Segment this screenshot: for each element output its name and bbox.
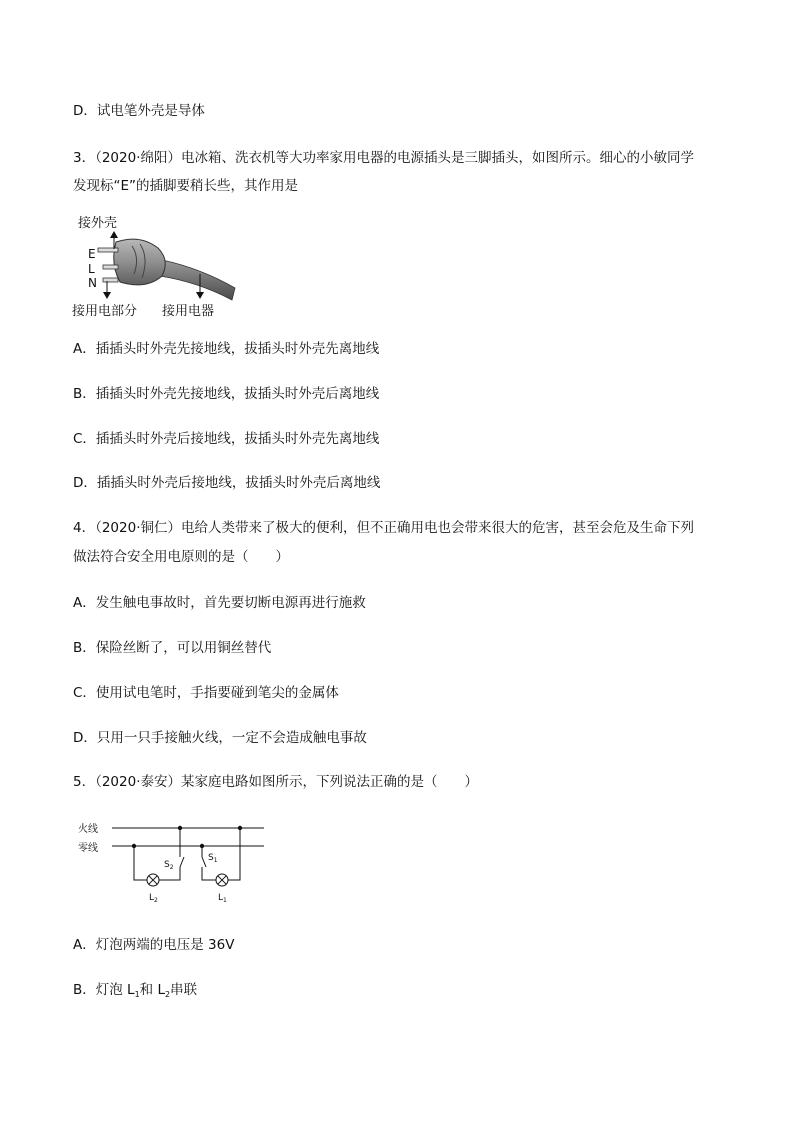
plug-figure <box>70 208 250 320</box>
q5-stem: 5．（2020·泰安）某家庭电路如图所示，下列说法正确的是（ ） <box>73 774 478 790</box>
q5-option-b: B．灯泡 $L_1$和 $L_2$串联 <box>73 982 198 999</box>
label-connect-shell: 接外壳 <box>78 216 118 231</box>
q4-option-a: A．发生触电事故时，首先要切断电源再进行施救 <box>73 595 366 611</box>
pin-e <box>98 248 118 252</box>
q3-option-b: B．插插头时外壳先接地线，拔插头时外壳后离地线 <box>73 386 380 402</box>
label-connect-appliance-part: 接用电部分 <box>72 304 138 319</box>
q2-option-d: D．试电笔外壳是导体 <box>73 103 205 119</box>
lamp-l2 <box>147 874 159 886</box>
pin-l <box>103 265 118 269</box>
label-l1: $L_1$ <box>218 893 227 904</box>
label-s1: $S_1$ <box>208 853 218 864</box>
circuit-figure <box>76 818 271 908</box>
pin-l-label: L <box>88 262 95 276</box>
label-s2: $S_2$ <box>164 860 174 871</box>
q3-stem-line1: 3．（2020·绵阳）电冰箱、洗衣机等大功率家用电器的电源插头是三脚插头，如图所示。细心的小敏同学 <box>73 150 694 166</box>
pin-n-label: N <box>88 276 97 290</box>
q4-stem-line2: 做法符合安全用电原则的是（ ） <box>73 549 289 565</box>
q4-option-c: C．使用试电笔时，手指要碰到笔尖的金属体 <box>73 685 339 701</box>
q4-option-b: B．保险丝断了，可以用铜丝替代 <box>73 640 272 656</box>
q4-stem-line1: 4．（2020·铜仁）电给人类带来了极大的便利，但不正确用电也会带来很大的危害，甚至会危及生命下列 <box>73 520 694 536</box>
label-l2: $L_2$ <box>149 893 158 904</box>
q5-option-a: A．灯泡两端的电压是 36V <box>73 937 235 953</box>
label-connect-appliance: 接用电器 <box>162 304 215 319</box>
q4-option-d: D．只用一只手接触火线，一定不会造成触电事故 <box>73 730 367 746</box>
label-neutral-wire: 零线 <box>78 843 98 854</box>
q3-option-c: C．插插头时外壳后接地线，拔插头时外壳先离地线 <box>73 431 380 447</box>
switch-s2 <box>180 857 184 867</box>
switch-s1 <box>202 857 206 867</box>
q3-option-a: A．插插头时外壳先接地线，拔插头时外壳先离地线 <box>73 341 380 357</box>
pin-n <box>103 278 118 282</box>
label-live-wire: 火线 <box>78 824 98 835</box>
plug-body <box>114 239 165 285</box>
q3-stem-line2: 发现标“E”的插脚要稍长些，其作用是 <box>73 178 299 194</box>
q3-option-d: D．插插头时外壳后接地线，拔插头时外壳后离地线 <box>73 475 381 491</box>
pin-e-label: E <box>88 247 96 261</box>
lamp-l1 <box>216 874 228 886</box>
